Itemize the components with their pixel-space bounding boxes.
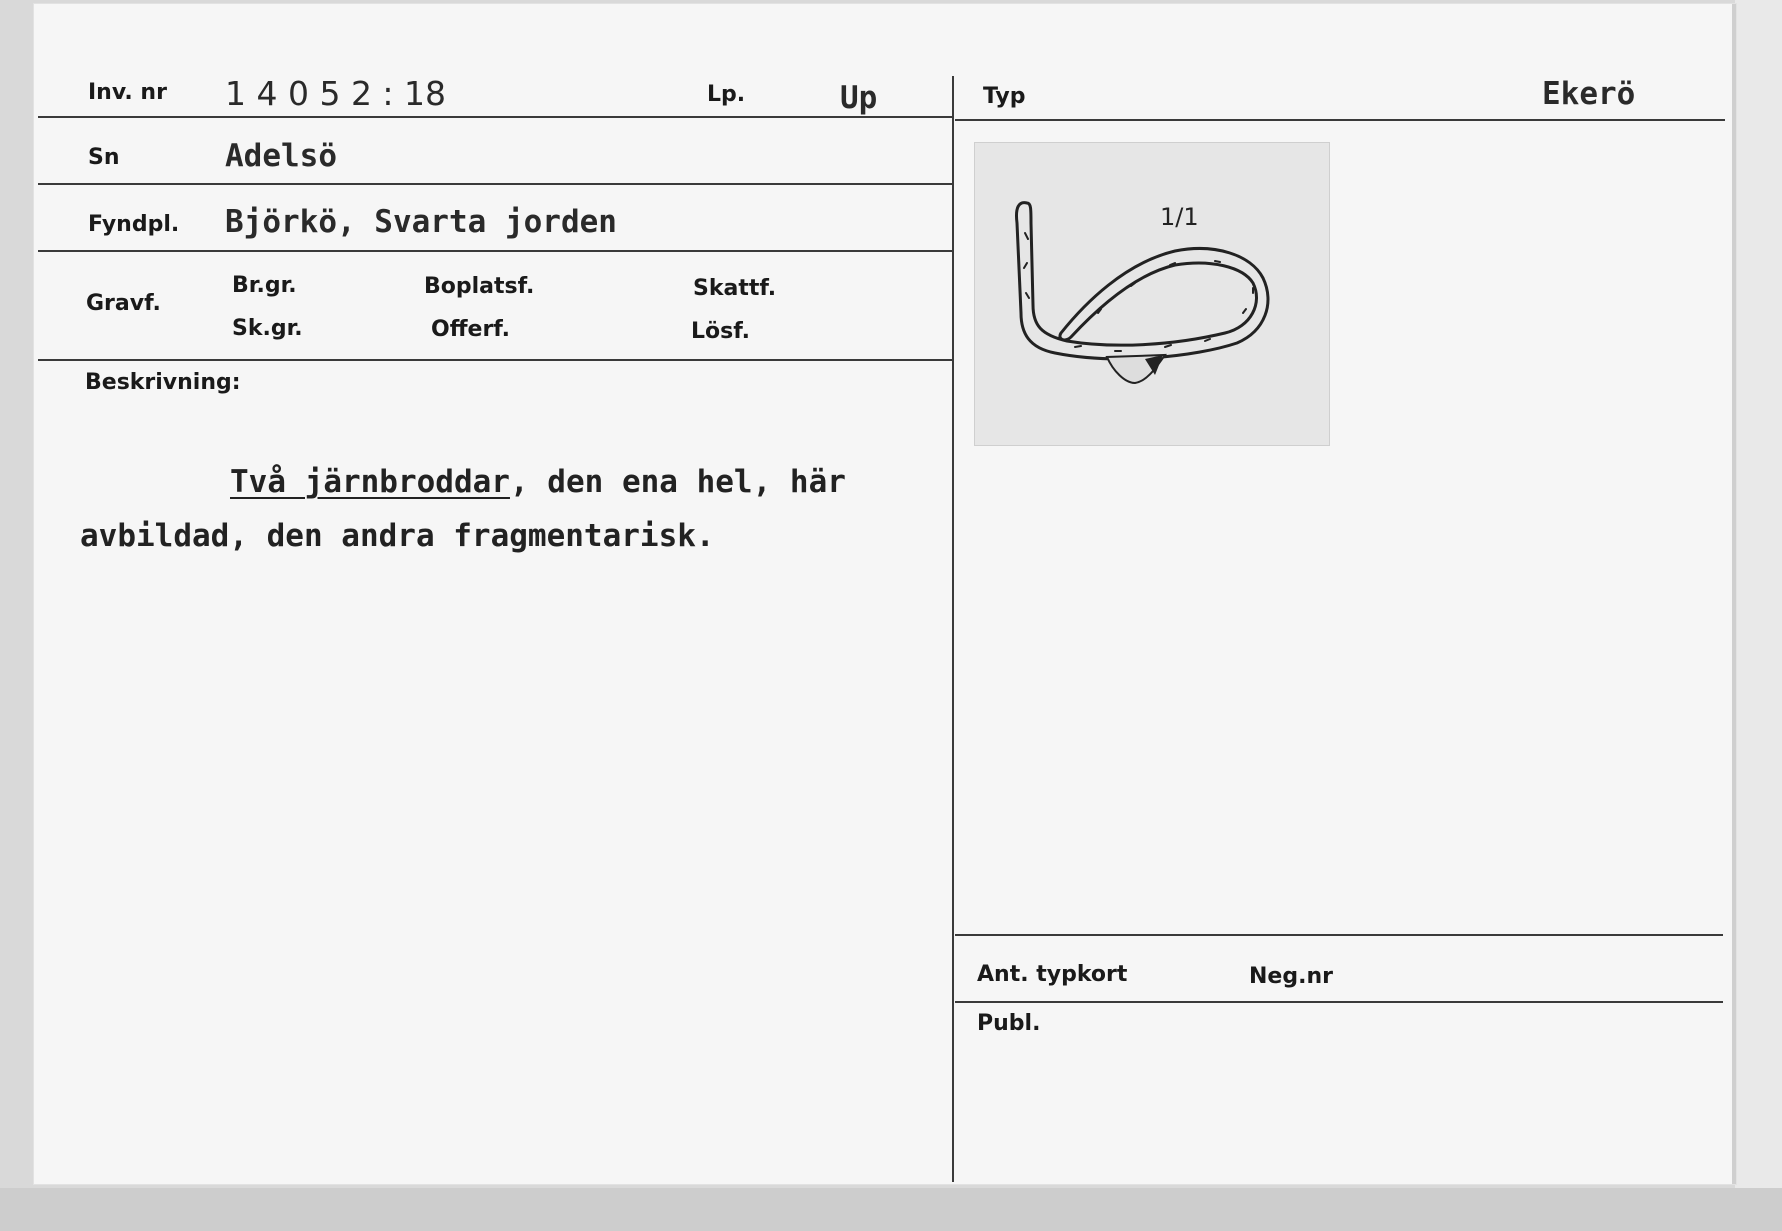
kommun-value: Ekerö [1542, 76, 1636, 112]
lp-label: Lp. [707, 82, 746, 107]
fyndpl-value: Björkö, Svarta jorden [225, 204, 617, 240]
catalog-card [34, 4, 1736, 1184]
rule-gravf [38, 359, 952, 361]
losf-label: Lösf. [691, 319, 750, 344]
sn-value: Adelsö [225, 138, 337, 174]
background-edge-bottom [0, 1188, 1782, 1231]
boplatsf-label: Boplatsf. [424, 274, 535, 299]
sn-label: Sn [88, 145, 120, 170]
brgr-label: Br.gr. [232, 273, 297, 298]
beskrivning-label: Beskrivning: [85, 370, 241, 395]
rule-publ [955, 1001, 1723, 1003]
rule-typ [955, 119, 1725, 121]
description-line1-rest: , den ena hel, här [509, 464, 846, 500]
rule-fyndpl [38, 250, 952, 252]
rule-header [38, 116, 952, 118]
skattf-label: Skattf. [693, 276, 777, 301]
rule-sn [38, 183, 952, 185]
negnr-label: Neg.nr [1249, 964, 1333, 989]
description-line2: avbildad, den andra fragmentarisk. [80, 518, 715, 554]
inv-nr-label: Inv. nr [88, 80, 167, 105]
offerf-label: Offerf. [431, 317, 511, 342]
typ-label: Typ [983, 84, 1026, 109]
fyndpl-label: Fyndpl. [88, 212, 180, 237]
artifact-drawing-photo [974, 142, 1330, 446]
ice-cleat-drawing-icon [975, 143, 1329, 445]
skgr-label: Sk.gr. [232, 316, 303, 341]
inv-nr-value: 1 4 0 5 2 : 18 [225, 74, 447, 113]
description-text [80, 455, 930, 563]
background-edge-right [1735, 0, 1782, 1188]
gravf-label: Gravf. [86, 291, 161, 316]
column-divider [952, 76, 954, 1182]
lp-value: Up [840, 80, 878, 116]
rule-ant-typkort [955, 934, 1723, 936]
scale-note: 1/1 [1160, 203, 1199, 231]
publ-label: Publ. [977, 1011, 1041, 1036]
description-underlined: Två järnbroddar [230, 464, 510, 500]
ant-typkort-label: Ant. typkort [977, 962, 1128, 987]
